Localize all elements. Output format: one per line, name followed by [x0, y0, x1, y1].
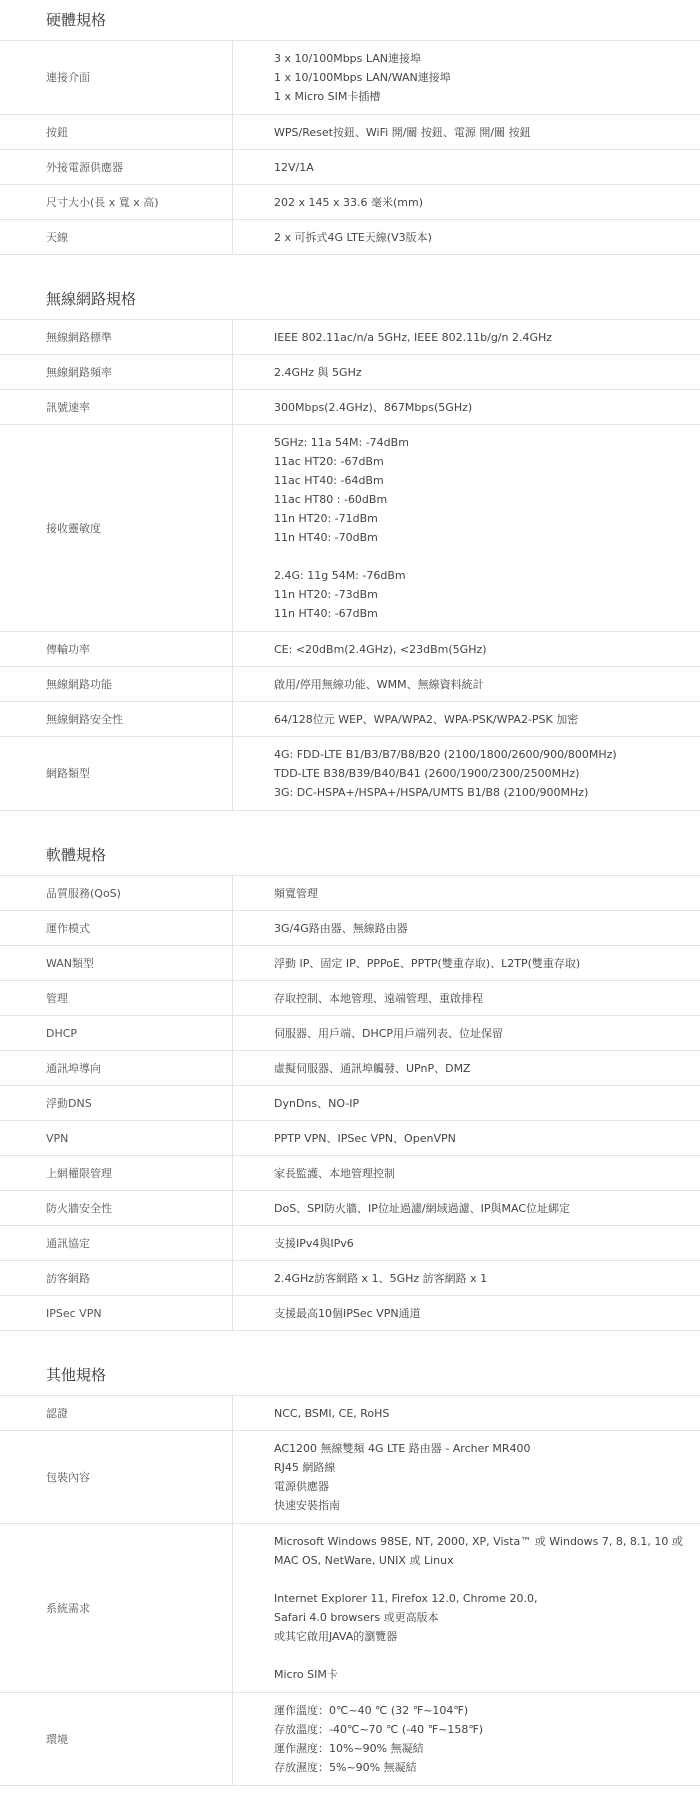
spec-value: [233, 1121, 700, 1156]
spec-key: 無線網路頻率: [0, 355, 233, 390]
spec-row: [0, 1191, 700, 1226]
spec-value-line: 或其它啟用JAVA的瀏覽器: [274, 1630, 398, 1643]
spec-value: [233, 632, 700, 667]
spec-row: [0, 1086, 700, 1121]
spec-value: [233, 911, 700, 946]
spec-value-line: 1 x Micro SIM卡插槽: [274, 90, 381, 103]
section-gap: [0, 1331, 700, 1355]
spec-value-line: 頻寬管理: [274, 886, 318, 900]
spec-value-line: 11ac HT40: -64dBm: [274, 474, 384, 487]
spec-key: 無線網路功能: [0, 667, 233, 702]
spec-value-line: PPTP VPN、IPSec VPN、OpenVPN: [274, 1131, 456, 1145]
spec-key: IPSec VPN: [0, 1296, 233, 1331]
spec-value-line: 11ac HT20: -67dBm: [274, 455, 384, 468]
spec-key: 浮動DNS: [0, 1086, 233, 1121]
spec-value: [233, 220, 700, 255]
spec-value: [233, 702, 700, 737]
spec-key: 網路類型: [0, 737, 233, 811]
spec-key: 認證: [0, 1396, 233, 1431]
spec-value-line: 家長監護、本地管理控制: [274, 1166, 395, 1180]
spec-value-line: [274, 1646, 680, 1665]
spec-value: [233, 41, 700, 115]
spec-row: [0, 355, 700, 390]
spec-row: [0, 425, 700, 632]
spec-value-line: 存取控制、本地管理、遠端管理、重啟排程: [274, 991, 483, 1005]
spec-value-line: Safari 4.0 browsers 或更高版本: [274, 1611, 439, 1624]
spec-key: 無線網路安全性: [0, 702, 233, 737]
spec-value: [233, 1524, 700, 1693]
spec-row: [0, 41, 700, 115]
spec-value-line: 快速安裝指南: [274, 1499, 340, 1512]
spec-key: 外接電源供應器: [0, 150, 233, 185]
spec-value-line: 11n HT20: -73dBm: [274, 588, 378, 601]
spec-value: [233, 737, 700, 811]
spec-row: [0, 1121, 700, 1156]
spec-value-line: [274, 547, 680, 566]
spec-value-line: 11n HT40: -70dBm: [274, 531, 378, 544]
spec-value: [233, 1396, 700, 1431]
spec-key: 通訊協定: [0, 1226, 233, 1261]
spec-value-line: 虛擬伺服器、通訊埠觸發、UPnP、DMZ: [274, 1061, 471, 1075]
spec-value: [233, 115, 700, 150]
spec-value: [233, 150, 700, 185]
spec-section: [0, 1355, 700, 1786]
spec-key: 運作模式: [0, 911, 233, 946]
spec-key: 系統需求: [0, 1524, 233, 1693]
spec-value-line: 浮動 IP、固定 IP、PPPoE、PPTP(雙重存取)、L2TP(雙重存取): [274, 956, 581, 970]
spec-value: [233, 1051, 700, 1086]
spec-key: 訊號速率: [0, 390, 233, 425]
spec-value-line: Internet Explorer 11, Firefox 12.0, Chrome 20.0,: [274, 1592, 538, 1605]
spec-value-line: 2.4GHz訪客網路 x 1、5GHz 訪客網路 x 1: [274, 1271, 488, 1285]
spec-section: [0, 279, 700, 811]
spec-row: [0, 1226, 700, 1261]
spec-value-line: Microsoft Windows 98SE, NT, 2000, XP, Vista™ 或 Windows 7, 8, 8.1, 10 或: [274, 1535, 683, 1548]
section-title: 無線網路規格: [46, 290, 137, 308]
spec-value-line: 支援IPv4與IPv6: [274, 1236, 354, 1250]
spec-value: [233, 425, 700, 632]
spec-row: [0, 981, 700, 1016]
section-gap: [0, 811, 700, 835]
spec-row: [0, 1296, 700, 1331]
spec-row: [0, 911, 700, 946]
spec-key: 傳輸功率: [0, 632, 233, 667]
spec-row: [0, 115, 700, 150]
spec-value-line: 2.4GHz 與 5GHz: [274, 365, 362, 379]
spec-value-line: 11ac HT80 : -60dBm: [274, 493, 388, 506]
spec-key: 品質服務(QoS): [0, 876, 233, 911]
spec-value: [233, 667, 700, 702]
spec-value-line: 11n HT20: -71dBm: [274, 512, 378, 525]
spec-section: [0, 835, 700, 1331]
spec-row: [0, 667, 700, 702]
spec-value-line: 300Mbps(2.4GHz)、867Mbps(5GHz): [274, 400, 473, 414]
spec-row: [0, 737, 700, 811]
spec-value: [233, 1016, 700, 1051]
spec-row: [0, 1693, 700, 1786]
spec-value-line: 4G: FDD-LTE B1/B3/B7/B8/B20 (2100/1800/2600/900/800MHz): [274, 748, 617, 761]
spec-table: [0, 319, 700, 811]
spec-row: [0, 1396, 700, 1431]
spec-value-line: 支援最高10個IPSec VPN通道: [274, 1306, 421, 1320]
spec-value: [233, 185, 700, 220]
spec-key: 上網權限管理: [0, 1156, 233, 1191]
spec-row: [0, 1051, 700, 1086]
spec-value-line: AC1200 無線雙頻 4G LTE 路由器 - Archer MR400: [274, 1442, 531, 1455]
spec-value-line: DynDns、NO-IP: [274, 1096, 360, 1110]
spec-key: 訪客網路: [0, 1261, 233, 1296]
spec-value-line: RJ45 網路線: [274, 1461, 336, 1474]
spec-value-line: 運作濕度：10%~90% 無凝結: [274, 1742, 424, 1755]
spec-row: [0, 946, 700, 981]
spec-row: [0, 1261, 700, 1296]
spec-value: [233, 1693, 700, 1786]
spec-value-line: 3 x 10/100Mbps LAN連接埠: [274, 52, 422, 65]
section-title: 其他規格: [46, 1366, 107, 1384]
spec-value-line: CE: <20dBm(2.4GHz), <23dBm(5GHz): [274, 642, 487, 656]
spec-key: 包裝內容: [0, 1431, 233, 1524]
spec-value-line: NCC, BSMI, CE, RoHS: [274, 1406, 390, 1420]
spec-key: VPN: [0, 1121, 233, 1156]
spec-table: [0, 40, 700, 255]
spec-value-line: 2 x 可拆式4G LTE天線(V3版本): [274, 230, 432, 244]
spec-value: [233, 1431, 700, 1524]
spec-row: [0, 220, 700, 255]
spec-table: [0, 1395, 700, 1786]
spec-value: [233, 876, 700, 911]
spec-value-line: 3G/4G路由器、無線路由器: [274, 921, 408, 935]
spec-key: 無線網路標準: [0, 320, 233, 355]
spec-row: [0, 320, 700, 355]
spec-value-line: 存放溫度：-40℃~70 ℃ (-40 ℉~158℉): [274, 1723, 484, 1736]
spec-value-line: 伺服器、用戶端、DHCP用戶端列表、位址保留: [274, 1026, 504, 1040]
spec-key: 連接介面: [0, 41, 233, 115]
spec-value-line: WPS/Reset按鈕、WiFi 開/關 按鈕、電源 開/關 按鈕: [274, 125, 531, 139]
spec-value-line: DoS、SPI防火牆、IP位址過濾/網域過濾、IP與MAC位址綁定: [274, 1201, 571, 1215]
spec-key: 接收靈敏度: [0, 425, 233, 632]
spec-value-line: MAC OS, NetWare, UNIX 或 Linux: [274, 1554, 454, 1567]
spec-value: [233, 355, 700, 390]
spec-value-line: 啟用/停用無線功能、WMM、無線資料統計: [274, 677, 484, 691]
spec-key: 防火牆安全性: [0, 1191, 233, 1226]
spec-value-line: IEEE 802.11ac/n/a 5GHz, IEEE 802.11b/g/n 2.4GHz: [274, 330, 553, 344]
spec-value-line: 電源供應器: [274, 1480, 329, 1493]
spec-value: [233, 1296, 700, 1331]
spec-value-line: 202 x 145 x 33.6 毫米(mm): [274, 195, 423, 209]
spec-value-line: 1 x 10/100Mbps LAN/WAN連接埠: [274, 71, 451, 84]
spec-key: 按鈕: [0, 115, 233, 150]
spec-key: 通訊埠導向: [0, 1051, 233, 1086]
spec-value: [233, 320, 700, 355]
spec-row: [0, 876, 700, 911]
spec-row: [0, 1431, 700, 1524]
section-gap: [0, 255, 700, 279]
spec-key: 天線: [0, 220, 233, 255]
spec-row: [0, 1524, 700, 1693]
spec-table: [0, 875, 700, 1331]
spec-value-line: 存放濕度：5%~90% 無凝結: [274, 1761, 417, 1774]
spec-value-line: 5GHz: 11a 54M: -74dBm: [274, 436, 409, 449]
spec-section: [0, 0, 700, 255]
spec-row: [0, 185, 700, 220]
spec-key: DHCP: [0, 1016, 233, 1051]
spec-value-line: 64/128位元 WEP、WPA/WPA2、WPA-PSK/WPA2-PSK 加密: [274, 712, 579, 726]
spec-row: [0, 1016, 700, 1051]
spec-row: [0, 1156, 700, 1191]
spec-value-line: Micro SIM卡: [274, 1668, 338, 1681]
spec-row: [0, 150, 700, 185]
spec-value-line: 2.4G: 11g 54M: -76dBm: [274, 569, 406, 582]
spec-value: [233, 1156, 700, 1191]
spec-value-line: 11n HT40: -67dBm: [274, 607, 378, 620]
spec-value: [233, 390, 700, 425]
spec-value: [233, 1086, 700, 1121]
section-title: 硬體規格: [46, 11, 107, 29]
spec-value-line: 運作溫度：0℃~40 ℃ (32 ℉~104℉): [274, 1704, 469, 1717]
spec-key: 尺寸大小(長 x 寬 x 高): [0, 185, 233, 220]
spec-row: [0, 390, 700, 425]
spec-value-line: TDD-LTE B38/B39/B40/B41 (2600/1900/2300/2500MHz): [274, 767, 580, 780]
spec-value-line: [274, 1570, 680, 1589]
spec-value-line: 12V/1A: [274, 160, 314, 174]
spec-value: [233, 981, 700, 1016]
spec-value: [233, 1191, 700, 1226]
section-title: 軟體規格: [46, 846, 107, 864]
spec-row: [0, 702, 700, 737]
spec-key: 管理: [0, 981, 233, 1016]
spec-row: [0, 632, 700, 667]
spec-value: [233, 1226, 700, 1261]
spec-key: WAN類型: [0, 946, 233, 981]
spec-key: 環境: [0, 1693, 233, 1786]
spec-value: [233, 1261, 700, 1296]
spec-value-line: 3G: DC-HSPA+/HSPA+/HSPA/UMTS B1/B8 (2100/900MHz): [274, 786, 589, 799]
spec-value: [233, 946, 700, 981]
